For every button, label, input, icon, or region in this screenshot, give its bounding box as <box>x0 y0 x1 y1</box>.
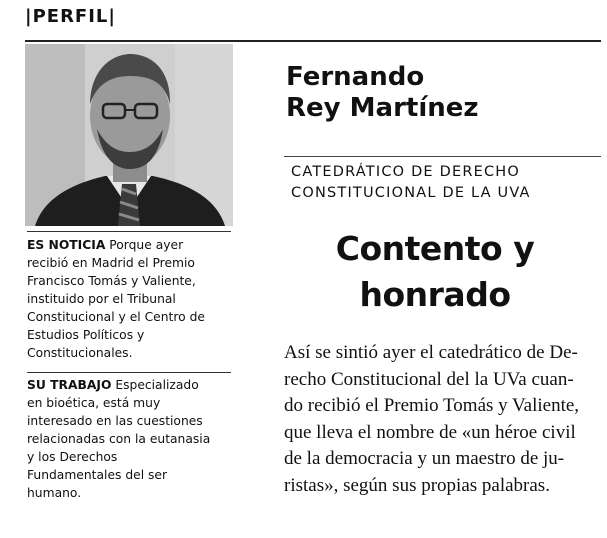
column-divider <box>27 372 231 373</box>
noticia-line: Constitucional y el Centro de <box>27 310 205 324</box>
trabajo-line: interesado en las cuestiones <box>27 414 203 428</box>
trabajo-line: Especializado <box>111 378 199 392</box>
portrait-icon <box>25 44 233 226</box>
noticia-line: instituido por el Tribunal <box>27 292 176 306</box>
lead-line: recho Constitucional del la UVa cuan- <box>284 368 574 390</box>
trabajo-line: Fundamentales del ser <box>27 468 168 482</box>
column-divider <box>27 231 231 232</box>
top-divider <box>25 40 601 42</box>
person-name-line: Fernando <box>286 62 425 92</box>
headline-line: honrado <box>359 275 511 314</box>
trabajo-block <box>27 376 237 502</box>
trabajo-line: y los Derechos <box>27 450 118 464</box>
noticia-line: Porque ayer <box>105 238 184 252</box>
noticia-line: Constitucionales. <box>27 346 133 360</box>
section-label: |PERFIL| <box>25 6 116 27</box>
noticia-line: recibió en Madrid el Premio <box>27 256 195 270</box>
portrait-photo <box>25 44 233 226</box>
person-name <box>286 62 479 124</box>
headline-line: Contento y <box>335 229 535 268</box>
trabajo-line: relacionadas con la eutanasia <box>27 432 211 446</box>
lead-paragraph <box>284 340 594 499</box>
noticia-line: Francisco Tomás y Valiente, <box>27 274 196 288</box>
trabajo-label: SU TRABAJO <box>27 378 112 392</box>
noticia-line: Estudios Políticos y <box>27 328 145 342</box>
trabajo-line: en bioética, está muy <box>27 396 161 410</box>
person-name-line: Rey Martínez <box>286 93 479 123</box>
trabajo-line: humano. <box>27 486 82 500</box>
lead-line: que lleva el nombre de «un héroe civil <box>284 421 576 443</box>
name-divider <box>284 156 601 157</box>
person-role <box>291 162 531 204</box>
person-role-line: CONSTITUCIONAL DE LA UVA <box>291 185 531 201</box>
person-role-line: CATEDRÁTICO DE DERECHO <box>291 164 521 180</box>
noticia-label: ES NOTICIA <box>27 238 106 252</box>
headline <box>290 226 580 318</box>
lead-line: Así se sintió ayer el catedrático de De- <box>284 342 578 363</box>
lead-line: do recibió el Premio Tomás y Valiente, <box>284 395 580 416</box>
noticia-block <box>27 236 237 362</box>
lead-line: ristas», según sus propias palabras. <box>284 474 550 496</box>
lead-line: de la democracia y un maestro de ju- <box>284 448 565 469</box>
